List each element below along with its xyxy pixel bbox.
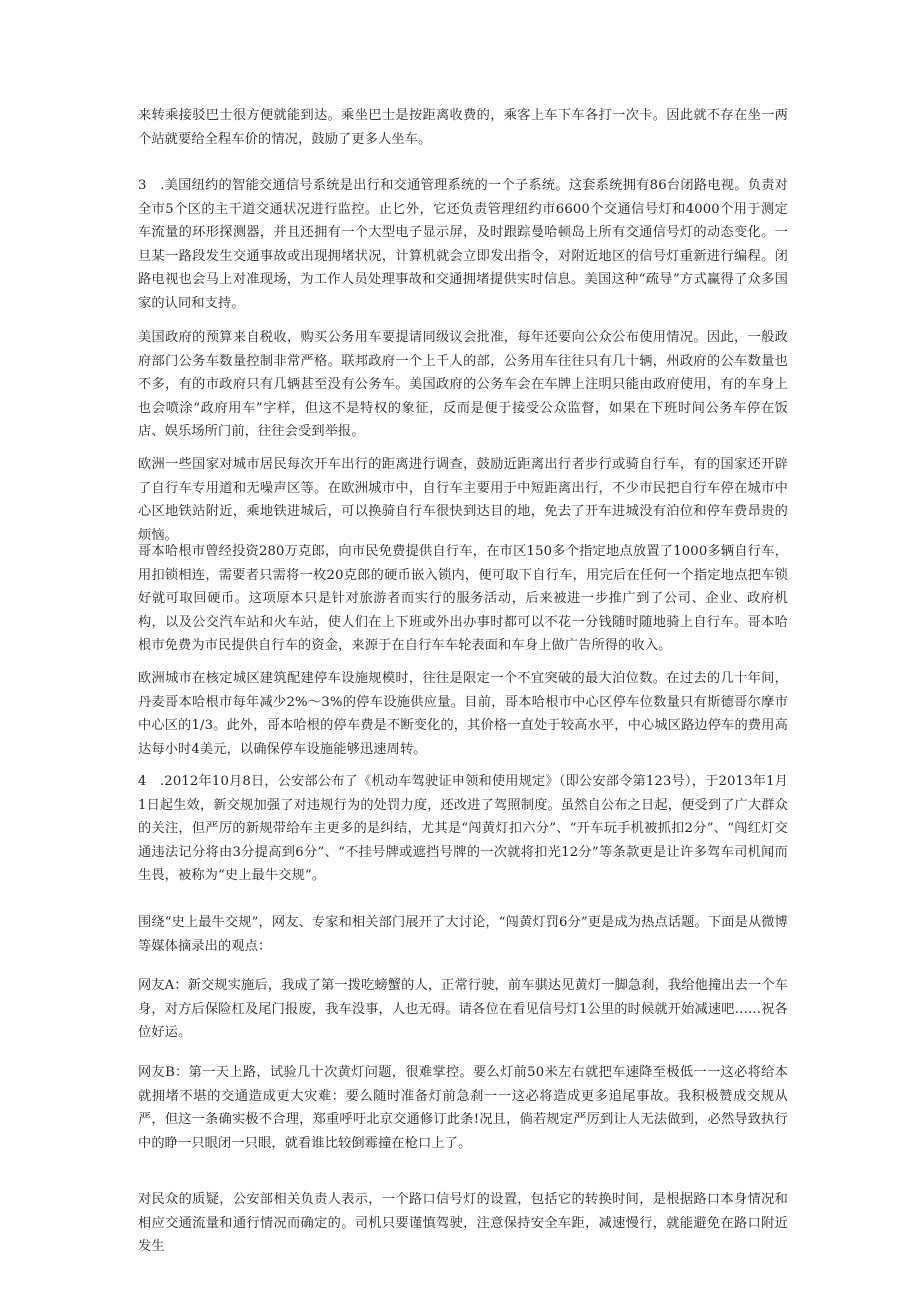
paragraph-netizen-a: 网友A：新交规实施后，我成了第一拨吃螃蟹的人，正常行驶，前车骐达见黄灯一脚急刹，我给他撞出去一个车身，对方后保险杠及尾门报废，我车没事，人也无碍。请各位在看见信号灯1公里的时候就开始减速吧……祝各位好运。 <box>138 978 788 1041</box>
paragraph-copenhagen-bikes: 哥本哈根市曾经投资280万克郎，向市民免费提供自行车，在市区150多个指定地点放置了1000多辆自行车，用扣锁相连，需要者只需将一枚20克郎的硬币嵌入锁内，便可取下自行车，用完后在任何一个指定地点把车锁好就可取回硬币。这项原本只是针对旅游者而实行的服务活动，后来被进一步推广到了公司、企业、政府机构，以及公交汽车站和火车站，使人们在上下班或外出办事时都可以不花一分钱随时随地骑上自行车。哥本哈根市免费为市民提供自行车的资金，来源于在自行车车轮表面和车身上做广告所得的收入。 <box>138 544 788 654</box>
paragraph-netizen-b: 网友B：第一天上路，试验几十次黄灯问题，很难掌控。要么灯前50米左右就把车速降至极低一一这必将给本就拥堵不堪的交通造成更大灾难：要么随时准备灯前急刹一一这必将造成更多追尾事故。我积极赞成交规从严，但这一条确实极不合理，郑重呼吁北京交通修订此条!况且，倘若规定严厉到让人无法做到，必然导致执行中的睁一只眼闭一只眼，就看谁比较倒霉撞在枪口上了。 <box>138 1065 788 1151</box>
paragraph-europe-parking: 欧洲城市在核定城区建筑配建停车设施规模时，往往是限定一个不宜突破的最大泊位数。在过去的几十年间，丹麦哥本哈根市每年减少2%〜3%的停车设施供应量。目前，哥本哈根市中心区停车位数量只有斯德哥尔摩市中心区的1/3。此外，哥本哈根的停车费是不断变化的，其价格一直处于较高水平，中心城区路边停车的费用高达每小时4美元，以确保停车设施能够迅速周转。 <box>138 671 788 757</box>
paragraph-europe-bicycles: 欧洲一些国家对城市居民每次开车出行的距离进行调查，鼓励近距离出行者步行或骑自行车，有的国家还开辟了自行车专用道和无噪声区等。在欧洲城市中，自行车主要用于中短距离出行，不少市民把自行车停在城市中心区地铁站附近，乘地铁进城后，可以换骑自行车很快到达目的地，免去了开车进城没有泊位和停车费昂贵的烦恼。 <box>138 457 788 543</box>
paragraph-new-traffic-rules: 4 .2012年10月8日，公安部公布了《机动车驾驶证申领和使用规定》（即公安部令第123号），于2013年1月1日起生效，新交规加强了对违规行为的处罚力度，还改进了驾照制度。虽然自公布之日起，便受到了广大群众的关注，但严厉的新规带给车主更多的是纠结，尤其是“闯黄灯扣六分”、“开车玩手机被抓扣2分”、“闯红灯交通违法记分将由3分提高到6分”、“不挂号牌或遮挡号牌的一次就将扣光12分”等条款更是让许多驾车司机闻而生畏，被称为“史上最牛交规”。 <box>138 774 788 884</box>
paragraph-bus-transfer: 来转乘接驳巴士很方便就能到达。乘坐巴士是按距离收费的，乘客上车下车各打一次卡。因此就不存在坐一两个站就要给全程车价的情况，鼓励了更多人坐车。 <box>138 108 788 147</box>
paragraph-nyc-traffic-signal: 3 .美国纽约的智能交通信号系统是出行和交通管理系统的一个子系统。这套系统拥有86台闭路电视。负责对全市5个区的主干道交通状况进行监控。止匕外，它还负责管理纽约市6600个交通信号灯和4000个用于测定车流量的环形探测器，并且还拥有一个大型电子显示屏，及时跟踪曼哈顿岛上所有交通信号灯的动态变化。一旦某一路段发生交通事故或出现拥堵状况，计算机就会立即发出指令，对附近地区的信号灯重新进行编程。闭路电视也会马上对准现场，为工作人员处理事故和交通拥堵提供实时信息。美国这种“疏导”方式赢得了众多国家的认同和支持。 <box>138 178 788 311</box>
paragraph-us-government-cars: 美国政府的预算来自税收，购买公务用车要提请同级议会批准，每年还要向公众公布使用情况。因此，一般政府部门公务车数量控制非常严格。联邦政府一个上千人的部，公务用车往往只有几十辆，州政府的公车数量也不多，有的市政府只有几辆甚至没有公务车。美国政府的公务车会在车牌上注明只能由政府使用，有的车身上也会喷涂“政府用车”字样，但这不是特权的象征，反而是便于接受公众监督，如果在下班时间公务车停在饭店、娱乐场所门前，往往会受到举报。 <box>138 330 788 440</box>
paragraph-debate-intro: 围绕“史上最牛交规”，网友、专家和相关部门展开了大讨论，“闯黄灯罚6分”更是成为热点话题。下面是从微博等媒体摘录出的观点： <box>138 915 788 954</box>
paragraph-police-response: 对民众的质疑，公安部相关负责人表示，一个路口信号灯的设置，包括它的转换时间，是根据路口本身情况和相应交通流量和通行情况而确定的。司机只要谨慎驾驶，注意保持安全车距，减速慢行，就能避免在路口附近发生 <box>138 1192 788 1255</box>
